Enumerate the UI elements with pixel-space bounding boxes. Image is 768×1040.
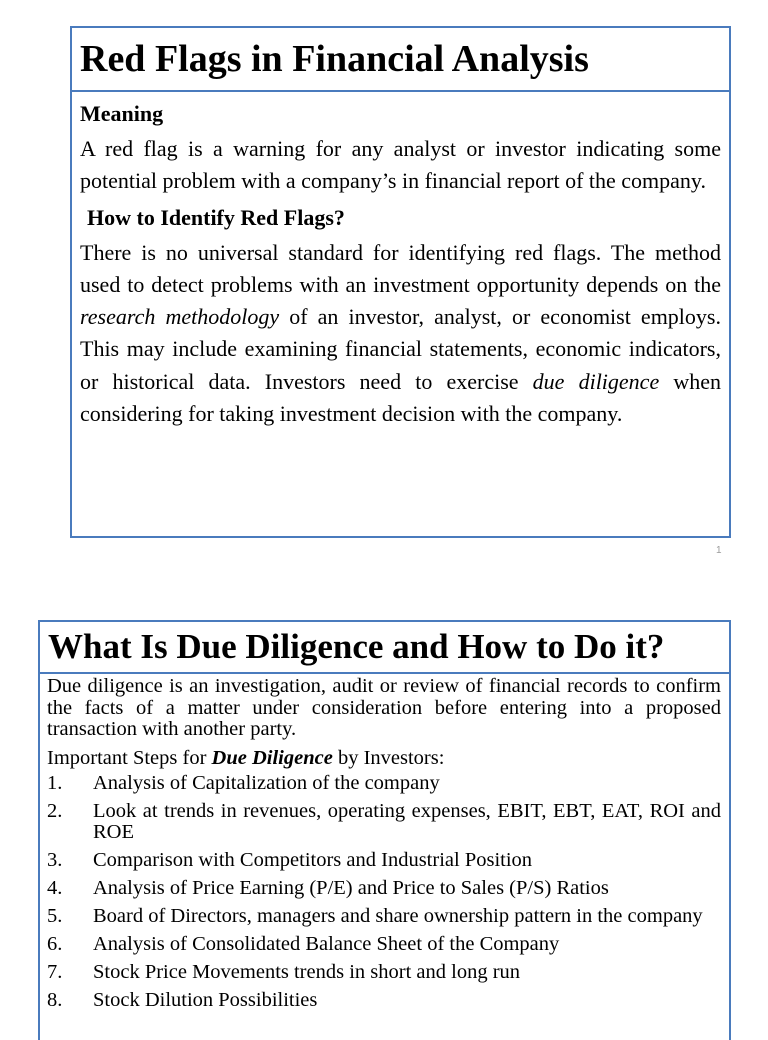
research-methodology-italic: research methodology	[80, 304, 280, 330]
slide-title: Red Flags in Financial Analysis	[80, 38, 589, 80]
list-item-number: 1.	[47, 771, 63, 794]
steps-intro-after: by Investors:	[332, 746, 445, 769]
due-diligence-italic: due diligence	[532, 368, 660, 394]
list-item-text: Board of Directors, managers and share ownership pattern in the company	[93, 905, 703, 927]
identify-text-3: when considering for taking investment decision with the company.	[80, 368, 722, 427]
list-item-text: Comparison with Competitors and Industrial Position	[93, 849, 533, 871]
definition-paragraph: Due diligence is an investigation, audit or review of financial records to confirm the facts of a matter under consideration before entering into a proposed transaction with another party.	[47, 675, 721, 740]
list-item-number: 8.	[47, 989, 63, 1011]
list-item	[47, 990, 721, 1012]
steps-intro-before: Important Steps for	[47, 746, 212, 769]
steps-intro-emphasis: Due Diligence	[211, 746, 333, 769]
identify-paragraph	[80, 237, 721, 431]
list-item-number: 3.	[47, 849, 63, 871]
list-item	[47, 962, 721, 984]
slide-title-box	[40, 622, 729, 674]
steps-list	[47, 773, 721, 1012]
list-item	[47, 934, 721, 956]
identify-text-2: of an investor, analyst, or economist employs. This may include examining financial statements, economic indicators, or historical data. Investors need to exercise	[80, 304, 721, 394]
slide-title-box	[72, 28, 729, 92]
slide-due-diligence	[38, 620, 731, 1040]
list-item	[47, 850, 721, 872]
identify-text-1: There is no universal standard for identifying red flags. The method used to detect problems with an investment opportunity depends on the	[80, 239, 721, 297]
list-item-text: Stock Price Movements trends in short and long run	[93, 961, 521, 983]
list-item-text: Look at trends in revenues, operating expenses, EBIT, EBT, EAT, ROI and ROE	[93, 799, 721, 843]
list-item-number: 4.	[47, 877, 63, 899]
list-item-text: Analysis of Consolidated Balance Sheet of the Company	[93, 933, 560, 955]
list-item-number: 2.	[47, 799, 63, 822]
slide-red-flags	[70, 26, 731, 538]
list-item-number: 7.	[47, 961, 63, 983]
list-item	[47, 801, 721, 844]
list-item	[47, 878, 721, 900]
slide-body	[72, 92, 729, 430]
slide-body	[40, 674, 729, 1012]
list-item-text: Analysis of Capitalization of the company	[93, 771, 440, 794]
list-item-text: Stock Dilution Possibilities	[93, 989, 318, 1011]
slide-title: What Is Due Diligence and How to Do it?	[48, 627, 665, 666]
meaning-paragraph: A red flag is a warning for any analyst or investor indicating some potential problem with a company’s in financial report of the company.	[80, 136, 721, 194]
identify-heading: How to Identify Red Flags?	[87, 204, 345, 230]
steps-intro	[47, 747, 721, 769]
list-item	[47, 773, 721, 795]
list-item-number: 6.	[47, 933, 63, 955]
list-item	[47, 906, 721, 928]
meaning-heading: Meaning	[80, 101, 164, 126]
list-item-number: 5.	[47, 905, 63, 927]
page-number: 1	[716, 545, 722, 556]
list-item-text: Analysis of Price Earning (P/E) and Price to Sales (P/S) Ratios	[93, 877, 609, 899]
